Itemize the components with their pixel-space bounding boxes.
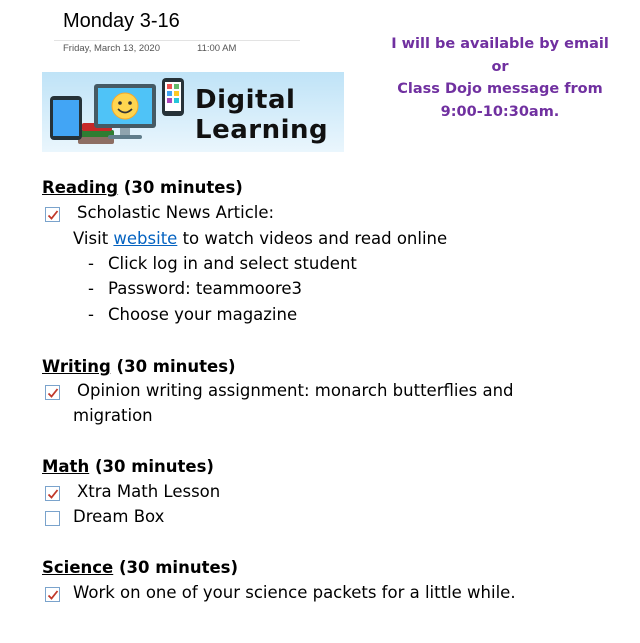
math-item-1-checkbox[interactable] [45,486,60,501]
math-heading [42,457,214,476]
checkmark-icon [47,387,59,399]
reading-step-2-text: Password: teammoore3 [108,279,303,298]
science-task-text[interactable]: Work on one of your science packets for a little while. [73,583,516,602]
checkmark-icon [47,488,59,500]
writing-label: Writing [42,357,111,376]
page-time: 11:00 AM [197,43,237,54]
banner-heading [195,85,328,145]
science-label: Science [42,558,114,577]
reading-step-1: - Click log in and select student [88,254,357,273]
writing-task-checkbox[interactable] [45,385,60,400]
page-date: Friday, March 13, 2020 [63,43,160,54]
math-duration: (30 minutes) [89,457,214,476]
banner-line-2: Learning [195,115,329,145]
website-link[interactable]: website [113,229,178,248]
digital-learning-clipart-icon [42,72,192,152]
availability-line-3: 9:00-10:30am. [440,103,560,120]
page-title[interactable]: Monday 3-16 [63,10,180,32]
science-task-checkbox[interactable] [45,587,60,602]
availability-line-1: I will be available by email or [391,36,609,75]
math-item-1-text[interactable]: Xtra Math Lesson [77,482,221,501]
math-item-2-text[interactable]: Dream Box [73,507,165,526]
visit-prefix: Visit [73,229,114,248]
reading-label: Reading [42,178,119,197]
writing-heading [42,357,236,376]
reading-duration: (30 minutes) [118,178,243,197]
availability-note [386,33,614,123]
science-duration: (30 minutes) [113,558,239,577]
reading-task-text[interactable]: Scholastic News Article: [77,203,275,222]
writing-task-line-2: migration [73,406,153,425]
writing-duration: (30 minutes) [110,357,236,376]
digital-learning-banner [42,72,344,152]
science-heading [42,558,238,577]
title-rule [54,40,300,41]
math-label: Math [42,457,90,476]
math-item-2-checkbox[interactable] [45,511,60,526]
visit-suffix: to watch videos and read online [177,229,448,248]
reading-task-checkbox[interactable] [45,207,60,222]
checkmark-icon [47,209,59,221]
reading-heading [42,178,243,197]
writing-task-line-1[interactable]: Opinion writing assignment: monarch butterflies and [77,381,514,400]
reading-step-2: - Password: teammoore3 [88,279,303,298]
reading-step-3: - Choose your magazine [88,305,298,324]
checkmark-icon [47,589,59,601]
availability-line-2: Class Dojo message from [397,81,603,97]
banner-line-1: Digital [195,85,296,115]
reading-step-1-text: Click log in and select student [108,254,357,273]
reading-visit-line [73,229,447,248]
reading-step-3-text: Choose your magazine [108,305,298,324]
